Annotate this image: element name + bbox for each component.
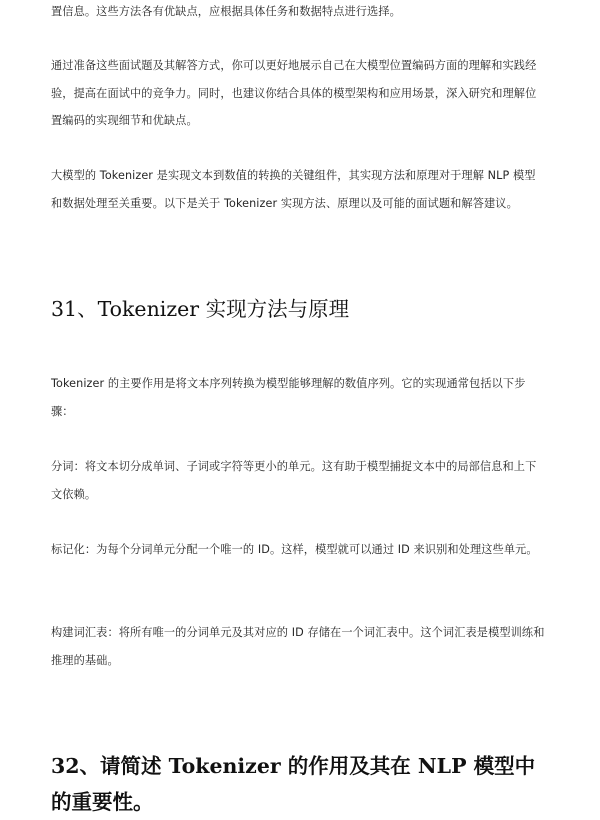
paragraph-step-tokenization: 标记化：为每个分词单元分配一个唯一的 ID。这样，模型就可以通过 ID 来识别和处理这些单元。 <box>51 543 538 556</box>
paragraph-position-encoding-summary: 置信息。这些方法各有优缺点，应根据具体任务和数据特点进行选择。 <box>51 5 401 18</box>
paragraph-step-segmentation: 分词：将文本切分成单词、子词或字符等更小的单元。这有助于模型捕捉文本中的局部信息和上下文依赖。 <box>51 460 537 501</box>
paragraph-interview-preparation: 通过准备这些面试题及其解答方式，你可以更好地展示自己在大模型位置编码方面的理解和实践经验，提高在面试中的竞争力。同时，也建议你结合具体的模型架构和应用场景，深入研究和理解位置编码的实现细节和优缺点。 <box>51 59 537 127</box>
paragraph-tokenizer-intro: 大模型的 Tokenizer 是实现文本到数值的转换的关键组件，其实现方法和原理对于理解 NLP 模型和数据处理至关重要。以下是关于 Tokenizer 实现方法、原理以及可能的面试题和解答建议。 <box>51 169 536 210</box>
paragraph-tokenizer-purpose: Tokenizer 的主要作用是将文本序列转换为模型能够理解的数值序列。它的实现通常包括以下步骤： <box>51 377 526 418</box>
heading-section-32: 32、请简述 Tokenizer 的作用及其在 NLP 模型中的重要性。 <box>51 754 536 814</box>
paragraph-step-vocabulary: 构建词汇表：将所有唯一的分词单元及其对应的 ID 存储在一个词汇表中。这个词汇表是模型训练和推理的基础。 <box>51 626 545 667</box>
heading-section-31: 31、Tokenizer 实现方法与原理 <box>51 297 350 321</box>
